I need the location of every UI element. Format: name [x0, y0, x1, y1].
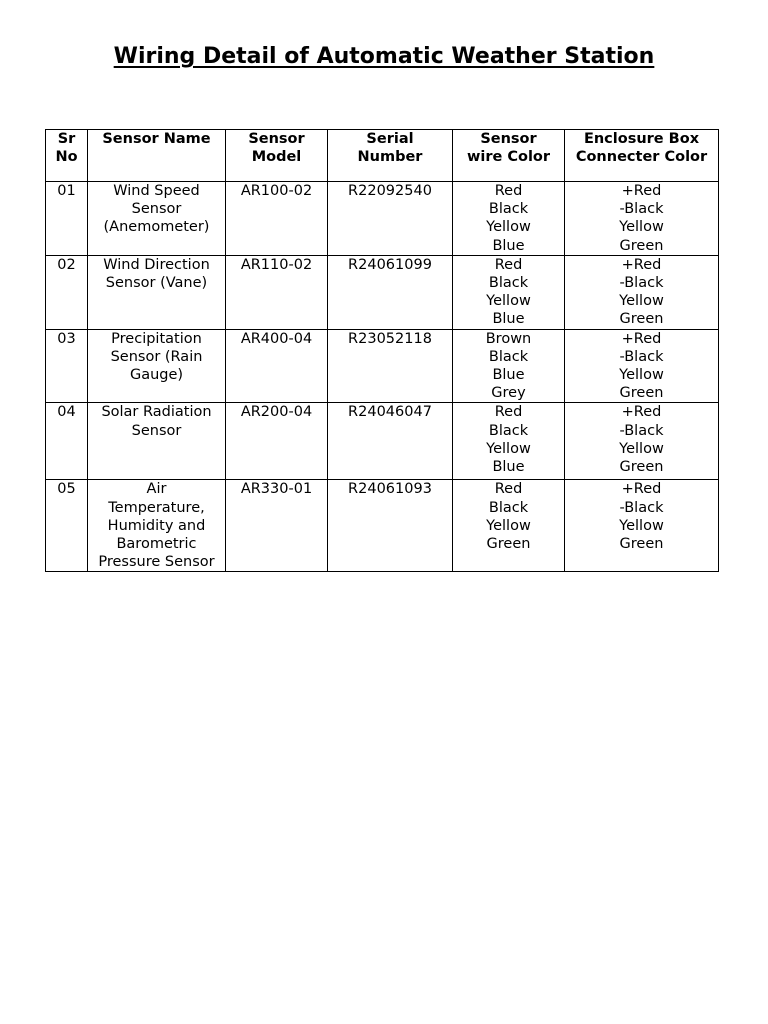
enclosure-color-cell — [565, 480, 719, 572]
cell-line: Yellow — [486, 219, 531, 236]
sensor-model-cell: AR100-02 — [226, 182, 328, 256]
document-title: Wiring Detail of Automatic Weather Station — [113, 44, 655, 69]
cell-line: Blue — [492, 237, 525, 254]
cell-line: Wind Speed — [113, 183, 200, 199]
serial-number-cell: R22092540 — [328, 182, 453, 256]
cell-line: Pressure Sensor — [98, 554, 215, 571]
header-line: Number — [357, 149, 423, 166]
header-line: Sensor Name — [102, 131, 211, 147]
cell-line: Red — [494, 183, 523, 199]
cell-line: Gauge) — [129, 367, 184, 384]
header-line: Sr — [57, 131, 76, 147]
table-header-row — [46, 130, 719, 182]
cell-line: -Black — [619, 348, 664, 365]
cell-line: +Red — [621, 404, 662, 421]
enclosure-color-cell — [565, 182, 719, 256]
sr-no-cell: 04 — [46, 403, 88, 480]
cell-line: Grey — [491, 385, 526, 402]
cell-line: Black — [488, 275, 529, 292]
header-line: No — [55, 149, 78, 166]
wire-color-cell — [453, 329, 565, 403]
cell-line: Black — [488, 499, 529, 516]
enclosure-color-cell — [565, 255, 719, 329]
cell-line: +Red — [621, 481, 662, 498]
cell-line: Yellow — [619, 219, 664, 236]
table-row — [46, 329, 719, 403]
serial-number-cell: R24061099 — [328, 255, 453, 329]
sensor-name-cell — [88, 255, 226, 329]
cell-line: Black — [488, 348, 529, 365]
cell-line: Red — [494, 404, 523, 421]
cell-line: Green — [486, 536, 531, 553]
cell-line: Barometric — [116, 536, 197, 553]
cell-line: +Red — [621, 330, 662, 347]
cell-line: Green — [619, 311, 664, 328]
wire-color-cell — [453, 182, 565, 256]
cell-line: Temperature, — [108, 499, 205, 516]
header-line: Sensor — [480, 131, 537, 147]
cell-line: Solar Radiation — [101, 404, 212, 421]
serial-number-cell: R23052118 — [328, 329, 453, 403]
header-line: Serial — [366, 131, 414, 147]
cell-line: Yellow — [486, 517, 531, 534]
header-line: Model — [251, 149, 302, 166]
cell-line: -Black — [619, 422, 664, 439]
sensor-model-cell: AR330-01 — [226, 480, 328, 572]
cell-line: Yellow — [619, 440, 664, 457]
cell-line: Green — [619, 385, 664, 402]
header-line: wire Color — [466, 149, 551, 166]
sr-no-cell: 02 — [46, 255, 88, 329]
sr-no-cell: 01 — [46, 182, 88, 256]
sr-no-cell: 03 — [46, 329, 88, 403]
cell-line: -Black — [619, 201, 664, 218]
header-serial-number — [328, 130, 453, 182]
cell-line: -Black — [619, 499, 664, 516]
cell-line: Sensor (Vane) — [105, 275, 208, 292]
cell-line: +Red — [621, 256, 662, 273]
cell-line: (Anemometer) — [103, 219, 210, 236]
cell-line: Air — [146, 481, 167, 498]
cell-line: Sensor — [131, 201, 182, 218]
cell-line: Yellow — [619, 293, 664, 310]
header-sensor-name — [88, 130, 226, 182]
cell-line: Black — [488, 422, 529, 439]
cell-line: Blue — [492, 459, 525, 476]
header-line: Sensor — [248, 131, 305, 147]
header-line: Enclosure Box — [583, 131, 700, 147]
cell-line: Yellow — [486, 440, 531, 457]
cell-line: Blue — [492, 311, 525, 328]
cell-line: Blue — [492, 367, 525, 384]
wire-color-cell — [453, 403, 565, 480]
sensor-name-cell — [88, 403, 226, 480]
wire-color-cell — [453, 255, 565, 329]
sensor-name-cell — [88, 329, 226, 403]
cell-line: +Red — [621, 183, 662, 199]
table-row — [46, 255, 719, 329]
header-sensor-wire-color — [453, 130, 565, 182]
table-row — [46, 182, 719, 256]
enclosure-color-cell — [565, 403, 719, 480]
sensor-model-cell: AR200-04 — [226, 403, 328, 480]
cell-line: Precipitation — [111, 330, 202, 347]
wiring-table — [45, 129, 719, 572]
cell-line: Humidity and — [107, 517, 206, 534]
cell-line: Green — [619, 536, 664, 553]
sensor-model-cell: AR110-02 — [226, 255, 328, 329]
cell-line: Wind Direction — [103, 256, 210, 273]
cell-line: Green — [619, 237, 664, 254]
cell-line: Brown — [485, 330, 532, 347]
header-line: Connecter Color — [575, 149, 708, 166]
sensor-name-cell — [88, 480, 226, 572]
serial-number-cell: R24046047 — [328, 403, 453, 480]
serial-number-cell: R24061093 — [328, 480, 453, 572]
cell-line: -Black — [619, 275, 664, 292]
table-row — [46, 403, 719, 480]
header-sr-no — [46, 130, 88, 182]
cell-line: Red — [494, 256, 523, 273]
cell-line: Yellow — [486, 293, 531, 310]
header-sensor-model — [226, 130, 328, 182]
cell-line: Sensor (Rain — [110, 348, 203, 365]
sensor-model-cell: AR400-04 — [226, 329, 328, 403]
header-enclosure-color — [565, 130, 719, 182]
cell-line: Yellow — [619, 517, 664, 534]
table-row — [46, 480, 719, 572]
cell-line: Red — [494, 481, 523, 498]
wire-color-cell — [453, 480, 565, 572]
enclosure-color-cell — [565, 329, 719, 403]
cell-line: Yellow — [619, 367, 664, 384]
sensor-name-cell — [88, 182, 226, 256]
cell-line: Sensor — [131, 422, 182, 439]
cell-line: Green — [619, 459, 664, 476]
sr-no-cell: 05 — [46, 480, 88, 572]
cell-line: Black — [488, 201, 529, 218]
